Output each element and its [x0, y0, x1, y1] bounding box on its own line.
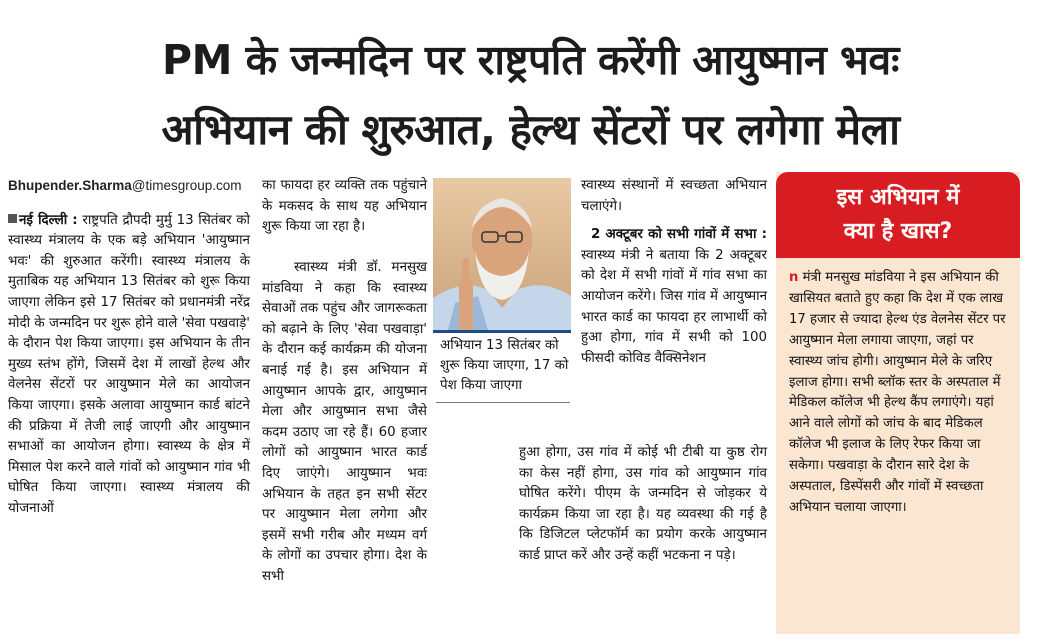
article-column-1: [8, 176, 250, 520]
highlights-box-header: [776, 172, 1020, 258]
highlights-title-line-1: इस अभियान में: [836, 185, 960, 210]
bullet-marker: n: [789, 270, 799, 285]
dateline: नई दिल्ली :: [19, 212, 78, 228]
highlights-title-line-2: क्या है खास?: [843, 219, 953, 244]
byline-email-domain: @timesgroup.com: [131, 178, 242, 193]
article-paragraph: [262, 258, 427, 588]
byline-name: Bhupender.Sharma: [8, 178, 132, 193]
highlights-paragraph: मंत्री मनसुख मांडविया ने इस अभियान की खासियत बताते हुए कहा कि देश में एक लाख 17 हजार से ज्यादा हेल्थ एंड वेलनेस सेंटर पर आयुष्मान मेला लगाया जाएगा, जहां पर स्वास्थ्य जांच होगी। आयुष्मान मेले के जरिए इलाज होगा। सभी ब्लॉक स्तर के अस्पताल में मेडिकल कॉलेज भी हेल्थ कैंप लगाएंगे। यहां आने वाले लोगों को जांच के बाद मेडिकल कॉलेज भी इलाज के लिए रेफर किया जा सकेगा। पखवाड़ा के दौरान सारे देश के अस्पताल, डिस्पेंसरी और गांवों में स्वच्छता अभियान चलाया जाएगा।: [789, 270, 1006, 515]
article-column-2: [262, 176, 427, 238]
byline: [8, 176, 250, 197]
article-paragraph: का फायदा हर व्यक्ति तक पहुंचाने के मकसद के साथ यह अभियान शुरू किया जा रहा है।: [262, 178, 427, 235]
headline-line-1: PM के जन्मदिन पर राष्ट्रपति करेंगी आयुष्मान भवः: [162, 36, 899, 84]
square-bullet-icon: [8, 214, 17, 223]
headline-line-2: अभियान की शुरुआत, हेल्थ सेंटरों पर लगेगा मेला: [161, 105, 900, 154]
photo-caption: अभियान 13 सितंबर को शुरू किया जाएगा, 17 को पेश किया जाएगा: [440, 338, 569, 393]
paragraph-text: राष्ट्रपति द्रौपदी मुर्मु 13 सितंबर को स्वास्थ्य मंत्रालय के एक बड़े अभियान 'आयुष्मान भवः' की शुरुआत करेंगी। स्वास्थ्य मंत्रालय के मुताबिक यह अभियान 13 सितंबर को शुरू किया जाएगा लेकिन इसे 17 सितंबर को प्रधानमंत्री नरेंद्र मोदी के जन्मदिन पर शुरू होने वाले 'सेवा पखवाड़े' के दौरान पेश किया जाएगा। इस अभियान के तीन मुख्य स्तंभ होंगे, जिसमें देश में लाखों हेल्थ और वेलनेस सेंटरों पर आयुष्मान मेले का आयोजन किया जाएगा। इसके अलावा आयुष्मान कार्ड बांटने की प्रक्रिया में तेजी लाई जाएगी और आयुष्मान सभाओं का आयोजन होगा। स्वास्थ्य के क्षेत्र में मिसाल पेश करने वाले गांवों को आयुष्मान गांव भी घोषित किया जाएगा। स्वास्थ्य मंत्रालय की योजनाओं: [8, 212, 250, 516]
paragraph-text: स्वास्थ्य मंत्री ने बताया कि 2 अक्टूबर को देश में सभी गांवों में गांव सभा का आयोजन करेंगे। जिस गांव में आयुष्मान भारत कार्ड का फायदा हर लाभार्थी को हुआ होगा, गांव में सभी को 100 फीसदी कोविड वैक्सिनेशन: [581, 247, 767, 366]
caption-divider: [436, 402, 570, 403]
article-paragraph: स्वास्थ्य संस्थानों में स्वच्छता अभियान चलाएंगे।: [581, 178, 767, 214]
article-paragraph: हुआ होगा, उस गांव में कोई भी टीबी या कुष्ठ रोग का केस नहीं होगा, उस गांव को आयुष्मान गांव घोषित करेंगे। पीएम के जन्मदिन से जोड़कर ये कार्यक्रम किया जा रहा है। यह व्यवस्था की गई है कि डिजिटल प्लेटफॉर्म का प्रयोग करके आयुष्मान कार्ड प्राप्त करें और उन्हें कहीं भटकना न पड़े।: [519, 445, 767, 563]
portrait-image: [433, 178, 571, 330]
article-column-3-top: [581, 176, 767, 369]
article-paragraph: [581, 225, 767, 369]
highlights-box: [776, 172, 1020, 634]
paragraph-text: स्वास्थ्य मंत्री डॉ. मनसुख मांडविया ने कहा कि स्वास्थ्य सेवाओं तक पहुंच और जागरूकता को बढ़ाने के लिए 'सेवा पखवाड़ा' के दौरान कई कार्यक्रम की योजना बनाई गई है। इस अभियान में आयुष्मान आपके द्वार, आयुष्मान मेला और आयुष्मान सभा जैसे कदम उठाए जा रहे हैं। 60 हजार लोगों को आयुष्मान भारत कार्ड दिए जाएंगे। आयुष्मान भवः अभियान के तहत इन सभी सेंटर पर आयुष्मान मेला लगेगा और इसमें सभी गरीब और मध्यम वर्ग के लोगों का उपचार होगा। देश के सभी: [262, 260, 427, 584]
article-column-3-bottom: [519, 443, 767, 567]
highlights-text: [789, 268, 1011, 519]
article-paragraph: [8, 211, 250, 520]
minister-photo: [433, 178, 571, 333]
subheading: 2 अक्टूबर को सभी गांवों में सभा :: [591, 227, 767, 243]
